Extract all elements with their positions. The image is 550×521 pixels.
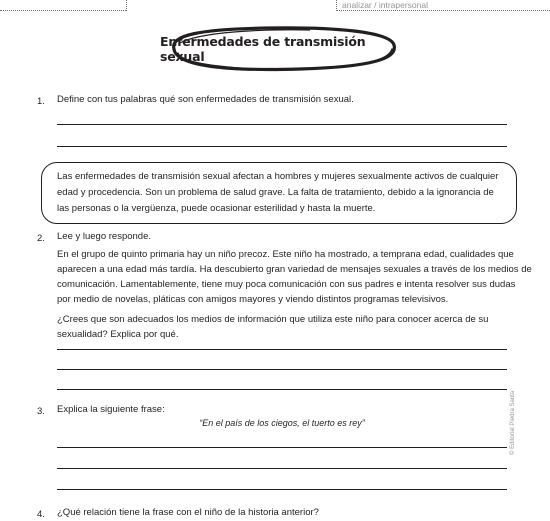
question-2-number: 2. [37,233,45,244]
answer-line[interactable] [57,389,507,390]
info-line: Las enfermedades de transmisión sexual afectan a hombres y mujeres sexualmente activos de cualquier [57,171,499,182]
answer-line[interactable] [57,146,507,147]
header-dotted-line-right [336,10,550,12]
header-dotted-divider-right [336,0,337,11]
question-2-prompt-line: ¿Crees que son adecuados los medios de información que utiliza este niño para conocer acerca de su [57,314,489,325]
answer-line[interactable] [57,468,507,469]
question-2-prompt-line: sexualidad? Explica por qué. [57,329,179,340]
question-1-number: 1. [37,96,45,107]
info-line: edad y procedencia. Son un problema de salud grave. La falta de tratamiento, debido a la ignorancia de [57,187,494,198]
answer-line[interactable] [57,124,507,125]
question-3-text: Explica la siguiente frase: [57,404,165,415]
question-2-text: Lee y luego responde. [57,231,152,242]
answer-line[interactable] [57,369,507,370]
info-line: las personas o la vergüenza, puede ocasionar esterilidad y hasta la muerte. [57,203,376,214]
story-line: aparecen a una edad más tardía. Ha descubierto gran variedad de mensajes sexuales a través de los medios de [57,264,532,275]
question-3-number: 3. [37,406,45,417]
skills-hint: analizar / intrapersonal [342,0,428,10]
header-dotted-divider [126,0,127,11]
header-dotted-line-left [0,10,126,12]
answer-line[interactable] [57,349,507,350]
section-title: Enfermedades de transmisión sexual [160,34,366,64]
story-line: comunicación. Lamentablemente, tiene muy poca comunicación con sus padres e intenta resolver sus dudas [57,279,516,290]
section-title-banner [160,23,402,75]
question-4-number: 4. [37,509,45,520]
answer-line[interactable] [57,447,507,448]
story-line: En el grupo de quinto primaria hay un niño precoz. Este niño ha mostrado, a temprana edad, cualidades que [57,249,514,260]
publisher-credit: © Editorial Piedra Santa [510,390,516,455]
story-line: por medio de novelas, pláticas con amigos mayores y viendo distintos programas televisivos. [57,294,449,305]
quote: “En el país de los ciegos, el tuerto es rey” [199,418,365,428]
answer-line[interactable] [57,489,507,490]
question-1-text: Define con tus palabras qué son enfermedades de transmisión sexual. [57,94,354,105]
question-4-text: ¿Qué relación tiene la frase con el niño de la historia anterior? [57,507,319,518]
